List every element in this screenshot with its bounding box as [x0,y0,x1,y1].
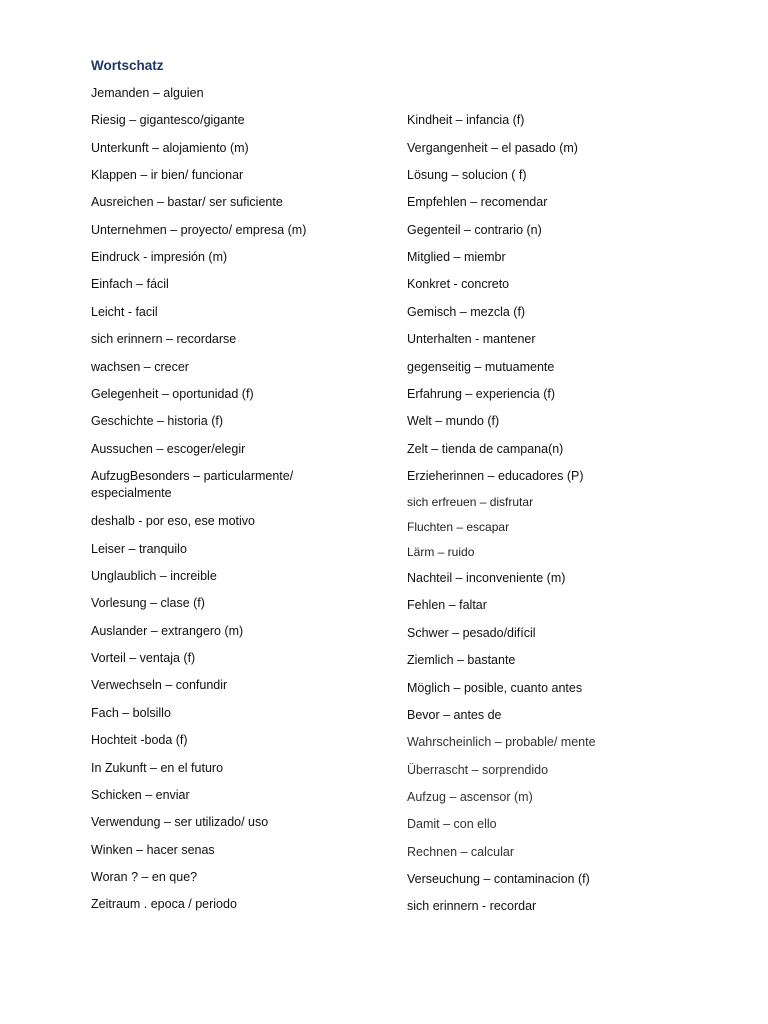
vocab-entry: Kindheit – infancia (f) [407,113,525,127]
vocab-entry: Unglaublich – increible [91,569,217,583]
vocab-entry: Fluchten – escapar [407,520,510,534]
vocab-entry: Erfahrung – experiencia (f) [407,387,555,401]
vocab-entry: Unternehmen – proyecto/ empresa (m) [91,223,307,237]
vocab-entry: Winken – hacer senas [91,843,215,857]
vocab-entry: Schwer – pesado/difícil [407,626,536,640]
vocab-entry: Gegenteil – contrario (n) [407,223,542,237]
vocab-entry: gegenseitig – mutuamente [407,360,555,374]
vocab-entry: Ausreichen – bastar/ ser suficiente [91,195,283,209]
vocab-entry: Gelegenheit – oportunidad (f) [91,387,254,401]
vocab-entry: Jemanden – alguien [91,86,204,100]
vocab-entry: Wahrscheinlich – probable/ mente [407,735,596,749]
vocab-entry: sich erinnern – recordarse [91,332,237,346]
vocab-entry: Verwendung – ser utilizado/ uso [91,815,269,829]
vocab-entry: Erzieherinnen – educadores (P) [407,469,584,483]
vocab-entry: Aussuchen – escoger/elegir [91,442,246,456]
vocab-entry: Aufzug – ascensor (m) [407,790,533,804]
vocab-entry: wachsen – crecer [91,360,189,374]
vocab-entry: Zeitraum . epoca / periodo [91,897,237,911]
vocab-entry: sich erinnern - recordar [407,899,537,913]
vocab-entry: Ziemlich – bastante [407,653,516,667]
vocab-entry: Empfehlen – recomendar [407,195,548,209]
vocab-entry: Vorteil – ventaja (f) [91,651,196,665]
vocab-entry: Eindruck - impresión (m) [91,250,228,264]
vocab-entry: Überrascht – sorprendido [407,763,549,777]
vocab-entry: Geschichte – historia (f) [91,414,223,428]
vocab-entry: Verwechseln – confundir [91,678,228,692]
vocab-entry: Damit – con ello [407,817,497,831]
vocab-entry: Lärm – ruido [407,545,475,559]
vocab-entry: Leicht - facil [91,305,158,319]
vocab-entry: Auslander – extrangero (m) [91,624,244,638]
vocab-entry: Schicken – enviar [91,788,190,802]
vocab-entry: Möglich – posible, cuanto antes [407,681,583,695]
vocab-entry: Fehlen – faltar [407,598,487,612]
vocab-entry: Konkret - concreto [407,277,510,291]
vocab-entry: Gemisch – mezcla (f) [407,305,526,319]
vocab-entry: Nachteil – inconveniente (m) [407,571,566,585]
vocab-entry: Verseuchung – contaminacion (f) [407,872,590,886]
vocab-entry: Klappen – ir bien/ funcionar [91,168,244,182]
vocab-entry: Bevor – antes de [407,708,502,722]
vocab-entry: Vergangenheit – el pasado (m) [407,141,578,155]
vocab-entry: Rechnen – calcular [407,845,515,859]
vocab-entry: Riesig – gigantesco/gigante [91,113,245,127]
vocab-entry: Hochteit -boda (f) [91,733,188,747]
vocab-entry: sich erfreuen – disfrutar [407,495,534,509]
vocab-entry: Mitglied – miembr [407,250,506,264]
vocab-entry: Unterhalten - mantener [407,332,536,346]
vocab-entry: Unterkunft – alojamiento (m) [91,141,249,155]
vocab-entry: AufzugBesonders – particularmente/ especialmente [91,469,294,500]
vocab-entry: In Zukunft – en el futuro [91,761,224,775]
vocab-entry: Einfach – fácil [91,277,169,291]
vocab-entry: Zelt – tienda de campana(n) [407,442,564,456]
vocab-entry: Woran ? – en que? [91,870,198,884]
vocab-entry: deshalb - por eso, ese motivo [91,514,255,528]
vocab-entry: Welt – mundo (f) [407,414,500,428]
vocab-entry: Lösung – solucion ( f) [407,168,527,182]
vocab-entry: Leiser – tranquilo [91,542,187,556]
vocab-entry: Vorlesung – clase (f) [91,596,205,610]
vocab-entry: Fach – bolsillo [91,706,171,720]
page-title: Wortschatz [91,58,164,73]
